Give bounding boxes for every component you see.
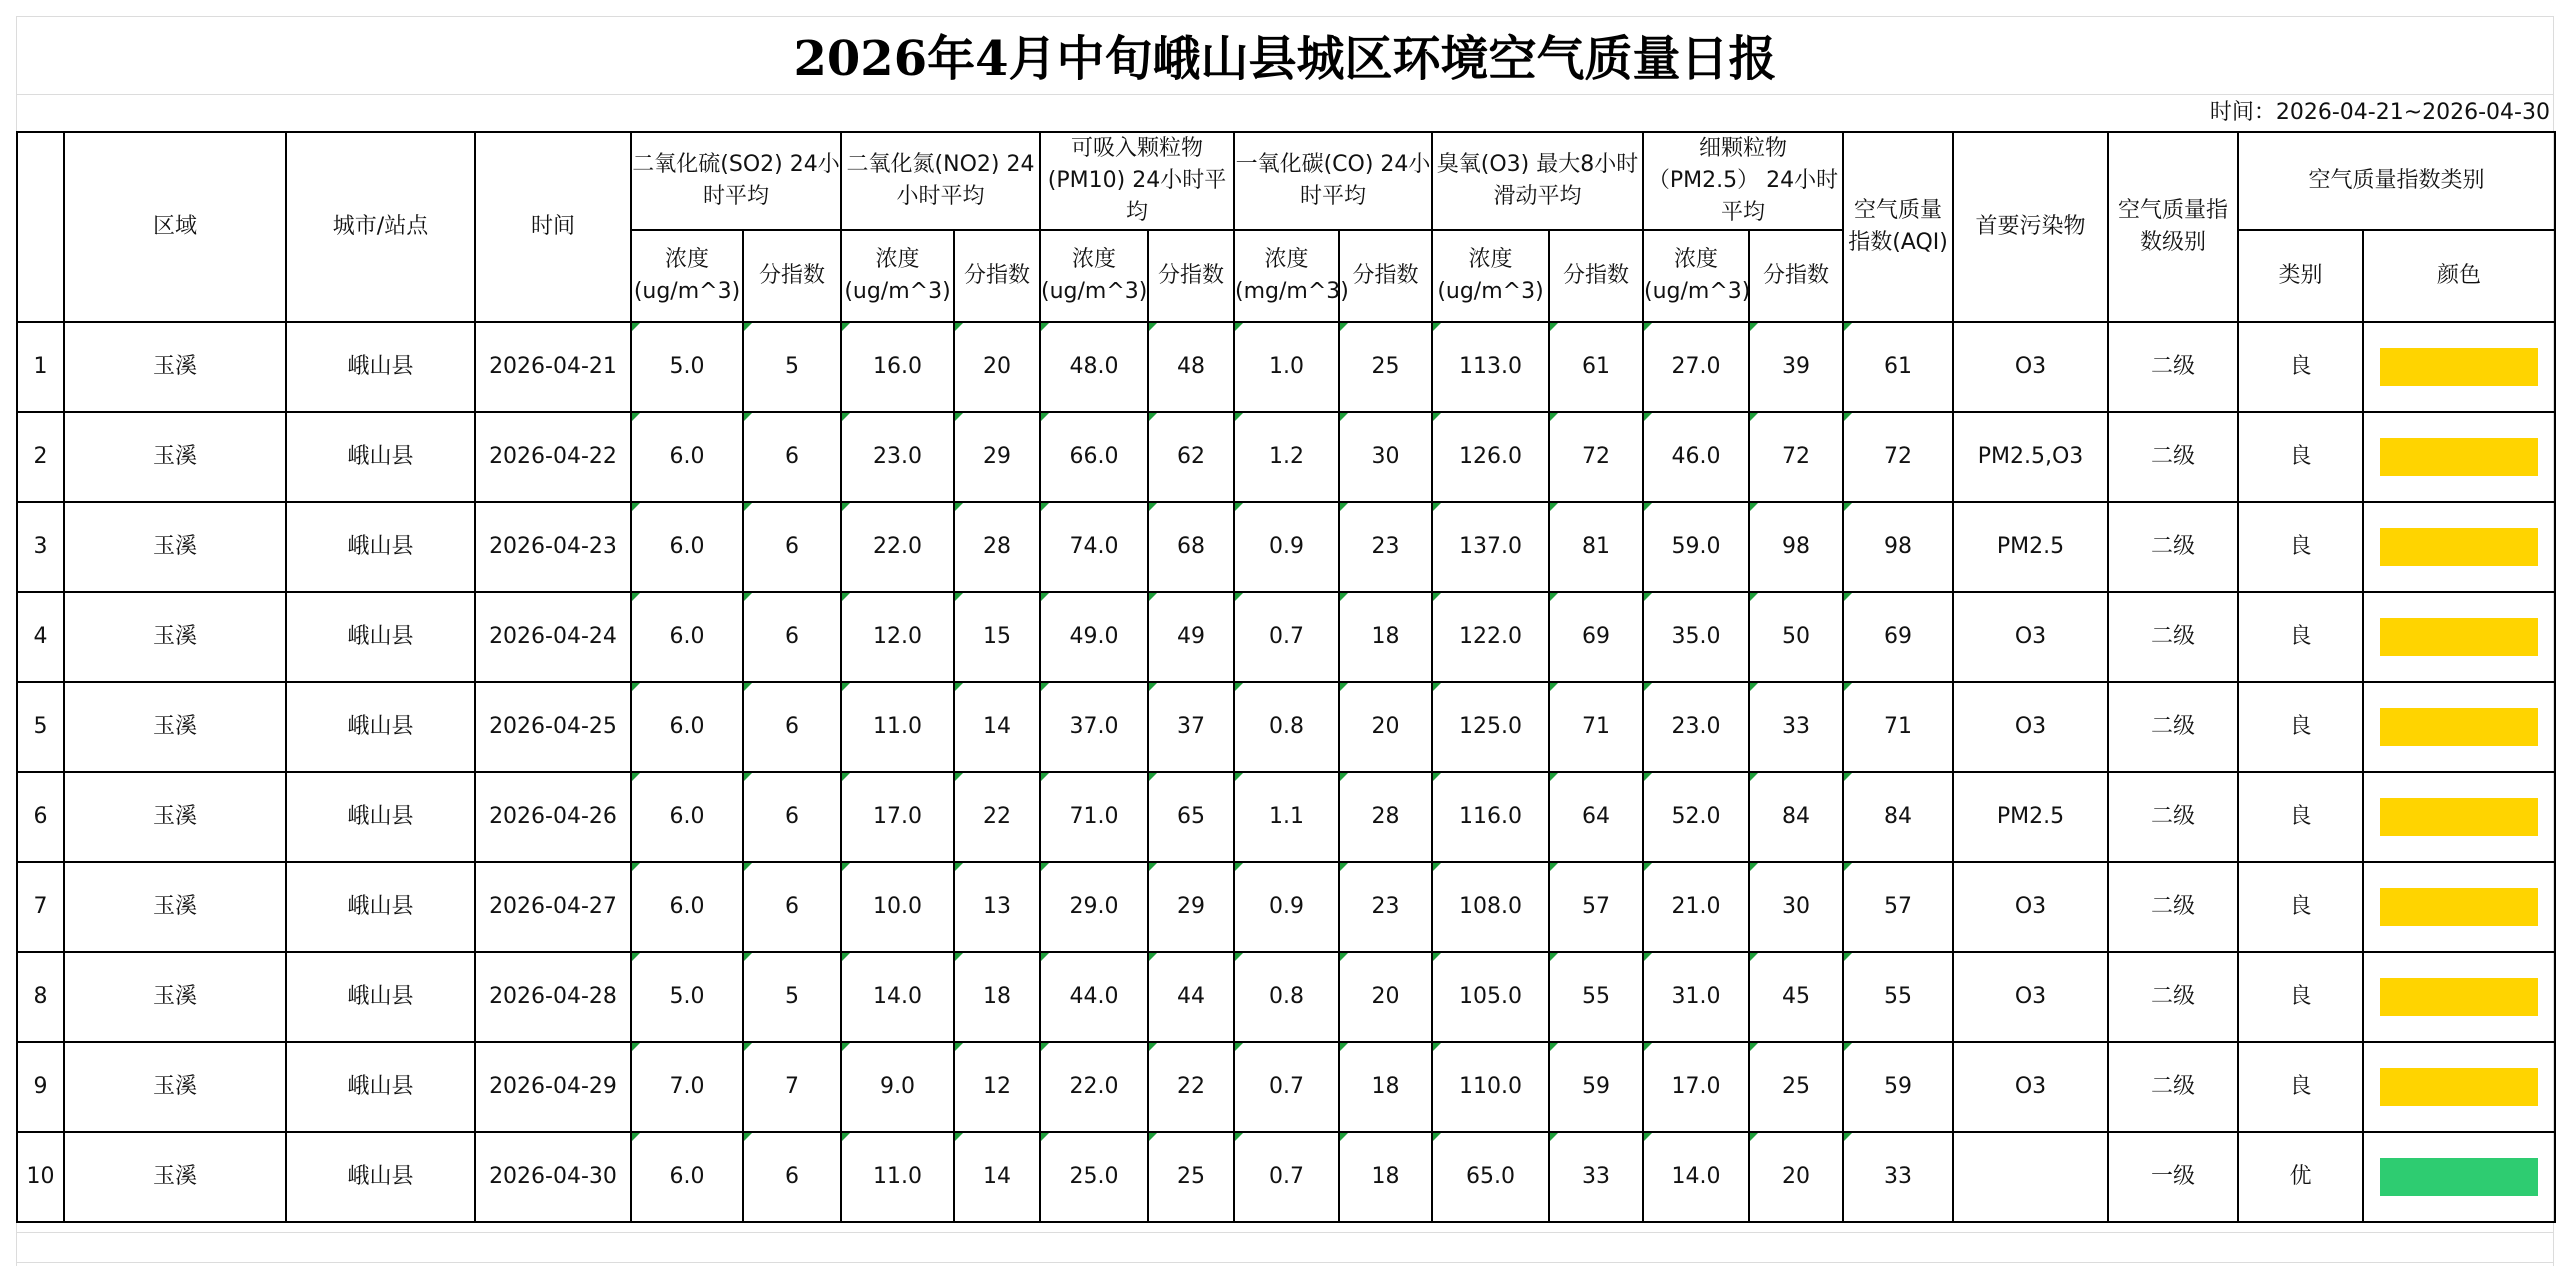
cell-o3-subindex[interactable]: 72 [1549,412,1643,502]
aqi-color-swatch [2380,348,2538,386]
cell-aqi-level[interactable]: 二级 [2108,412,2238,502]
cell-region[interactable]: 玉溪 [64,412,286,502]
header-aqi-level: 空气质量指数级别 [2108,132,2238,322]
cell-pm25-conc[interactable]: 52.0 [1643,772,1749,862]
cell-category[interactable]: 优 [2238,1132,2363,1222]
row-index[interactable]: 5 [17,682,64,772]
cell-no2-subindex[interactable]: 22 [954,772,1040,862]
cell-pm10-conc[interactable]: 37.0 [1040,682,1148,772]
cell-date[interactable]: 2026-04-25 [475,682,631,772]
cell-pm25-conc[interactable]: 14.0 [1643,1132,1749,1222]
header-index [17,132,64,322]
cell-o3-subindex[interactable]: 55 [1549,952,1643,1042]
sheet-gridline [16,1262,2554,1263]
cell-category[interactable]: 良 [2238,952,2363,1042]
aqi-color-swatch [2380,1158,2538,1196]
cell-so2-subindex[interactable]: 6 [743,592,841,682]
cell-co-subindex[interactable]: 18 [1339,592,1432,682]
cell-pm10-subindex[interactable]: 68 [1148,502,1234,592]
cell-category[interactable]: 良 [2238,682,2363,772]
cell-co-subindex[interactable]: 30 [1339,412,1432,502]
cell-pm10-subindex[interactable]: 37 [1148,682,1234,772]
cell-aqi-level[interactable]: 二级 [2108,862,2238,952]
header-subindex-co: 分指数 [1339,230,1432,322]
cell-so2-conc[interactable]: 6.0 [631,772,743,862]
cell-aqi-level[interactable]: 二级 [2108,772,2238,862]
aqi-color-swatch [2380,888,2538,926]
cell-so2-subindex[interactable]: 7 [743,1042,841,1132]
table-body [17,322,2555,1222]
cell-pm25-conc[interactable]: 17.0 [1643,1042,1749,1132]
cell-color[interactable] [2363,862,2555,952]
header-conc-pm10: 浓度(ug/m^3) [1040,230,1148,322]
cell-station[interactable]: 峨山县 [286,682,475,772]
table-row [17,862,2555,952]
cell-primary-pollutant[interactable]: PM2.5,O3 [1953,412,2108,502]
cell-region[interactable]: 玉溪 [64,952,286,1042]
table-row [17,1132,2555,1222]
header-aqi-category-group: 空气质量指数类别 [2238,132,2555,230]
table-row [17,412,2555,502]
cell-date[interactable]: 2026-04-24 [475,592,631,682]
cell-pm10-conc[interactable]: 74.0 [1040,502,1148,592]
cell-aqi[interactable]: 71 [1843,682,1953,772]
header-category: 类别 [2238,230,2363,322]
cell-so2-conc[interactable]: 6.0 [631,592,743,682]
cell-so2-conc[interactable]: 5.0 [631,952,743,1042]
header-aqi: 空气质量指数(AQI) [1843,132,1953,322]
cell-no2-subindex[interactable]: 13 [954,862,1040,952]
cell-pm10-subindex[interactable]: 29 [1148,862,1234,952]
cell-date[interactable]: 2026-04-23 [475,502,631,592]
cell-no2-subindex[interactable]: 28 [954,502,1040,592]
cell-o3-subindex[interactable]: 59 [1549,1042,1643,1132]
row-index[interactable]: 9 [17,1042,64,1132]
cell-no2-conc[interactable]: 11.0 [841,1132,954,1222]
cell-no2-subindex[interactable]: 12 [954,1042,1040,1132]
cell-aqi-level[interactable]: 二级 [2108,1042,2238,1132]
table-row [17,502,2555,592]
cell-color[interactable] [2363,502,2555,592]
cell-pm25-subindex[interactable]: 98 [1749,502,1843,592]
cell-color[interactable] [2363,1042,2555,1132]
cell-region[interactable]: 玉溪 [64,592,286,682]
cell-pm25-subindex[interactable]: 39 [1749,322,1843,412]
cell-region[interactable]: 玉溪 [64,862,286,952]
cell-so2-subindex[interactable]: 6 [743,772,841,862]
cell-aqi[interactable]: 57 [1843,862,1953,952]
aqi-color-swatch [2380,1068,2538,1106]
cell-pm10-conc[interactable]: 22.0 [1040,1042,1148,1132]
cell-pm10-subindex[interactable]: 62 [1148,412,1234,502]
cell-so2-conc[interactable]: 6.0 [631,502,743,592]
cell-aqi-level[interactable]: 二级 [2108,502,2238,592]
header-conc-so2: 浓度(ug/m^3) [631,230,743,322]
cell-o3-conc[interactable]: 122.0 [1432,592,1549,682]
cell-o3-subindex[interactable]: 81 [1549,502,1643,592]
cell-o3-conc[interactable]: 137.0 [1432,502,1549,592]
cell-pm25-subindex[interactable]: 84 [1749,772,1843,862]
header-pm25: 细颗粒物（PM2.5） 24小时平均 [1643,132,1843,230]
cell-co-conc[interactable]: 0.7 [1234,1132,1339,1222]
cell-station[interactable]: 峨山县 [286,322,475,412]
sheet-gridline [16,1232,2554,1233]
cell-region[interactable]: 玉溪 [64,1042,286,1132]
cell-color[interactable] [2363,952,2555,1042]
cell-region[interactable]: 玉溪 [64,682,286,772]
cell-no2-conc[interactable]: 11.0 [841,682,954,772]
cell-co-subindex[interactable]: 28 [1339,772,1432,862]
cell-pm10-subindex[interactable]: 44 [1148,952,1234,1042]
cell-co-conc[interactable]: 0.9 [1234,502,1339,592]
cell-aqi-level[interactable]: 二级 [2108,952,2238,1042]
header-co: 一氧化碳(CO) 24小时平均 [1234,132,1432,230]
cell-co-subindex[interactable]: 20 [1339,952,1432,1042]
table-row [17,322,2555,412]
cell-pm10-subindex[interactable]: 25 [1148,1132,1234,1222]
cell-no2-subindex[interactable]: 15 [954,592,1040,682]
cell-category[interactable]: 良 [2238,1042,2363,1132]
cell-station[interactable]: 峨山县 [286,1042,475,1132]
cell-pm10-subindex[interactable]: 48 [1148,322,1234,412]
cell-o3-conc[interactable]: 110.0 [1432,1042,1549,1132]
cell-so2-conc[interactable]: 6.0 [631,682,743,772]
cell-co-conc[interactable]: 1.0 [1234,322,1339,412]
cell-so2-subindex[interactable]: 5 [743,322,841,412]
cell-co-conc[interactable]: 0.8 [1234,682,1339,772]
cell-no2-conc[interactable]: 14.0 [841,952,954,1042]
cell-so2-conc[interactable]: 6.0 [631,412,743,502]
cell-co-conc[interactable]: 0.7 [1234,592,1339,682]
aqi-color-swatch [2380,528,2538,566]
cell-co-subindex[interactable]: 18 [1339,1132,1432,1222]
air-quality-table [16,131,2556,1223]
cell-pm10-subindex[interactable]: 65 [1148,772,1234,862]
cell-primary-pollutant[interactable]: O3 [1953,862,2108,952]
cell-category[interactable]: 良 [2238,862,2363,952]
cell-primary-pollutant[interactable]: O3 [1953,682,2108,772]
cell-so2-conc[interactable]: 6.0 [631,1132,743,1222]
cell-aqi-level[interactable]: 二级 [2108,322,2238,412]
row-index[interactable]: 1 [17,322,64,412]
cell-so2-conc[interactable]: 6.0 [631,862,743,952]
cell-region[interactable]: 玉溪 [64,322,286,412]
cell-pm10-subindex[interactable]: 22 [1148,1042,1234,1132]
cell-aqi[interactable]: 98 [1843,502,1953,592]
cell-pm10-conc[interactable]: 29.0 [1040,862,1148,952]
cell-so2-conc[interactable]: 5.0 [631,322,743,412]
cell-aqi-level[interactable]: 二级 [2108,592,2238,682]
cell-no2-subindex[interactable]: 20 [954,322,1040,412]
cell-o3-subindex[interactable]: 57 [1549,862,1643,952]
cell-pm10-conc[interactable]: 48.0 [1040,322,1148,412]
header-time: 时间 [475,132,631,322]
cell-aqi[interactable]: 59 [1843,1042,1953,1132]
cell-no2-subindex[interactable]: 29 [954,412,1040,502]
cell-o3-subindex[interactable]: 61 [1549,322,1643,412]
cell-no2-conc[interactable]: 22.0 [841,502,954,592]
table-row [17,952,2555,1042]
cell-so2-conc[interactable]: 7.0 [631,1042,743,1132]
cell-no2-conc[interactable]: 17.0 [841,772,954,862]
cell-aqi[interactable]: 55 [1843,952,1953,1042]
table-row [17,592,2555,682]
cell-pm25-conc[interactable]: 31.0 [1643,952,1749,1042]
cell-so2-subindex[interactable]: 6 [743,502,841,592]
cell-co-subindex[interactable]: 23 [1339,502,1432,592]
cell-pm10-conc[interactable]: 44.0 [1040,952,1148,1042]
cell-o3-conc[interactable]: 126.0 [1432,412,1549,502]
aqi-color-swatch [2380,708,2538,746]
cell-date[interactable]: 2026-04-30 [475,1132,631,1222]
cell-so2-subindex[interactable]: 6 [743,412,841,502]
report-period: 时间：2026-04-21~2026-04-30 [2209,100,2550,125]
aqi-color-swatch [2380,438,2538,476]
cell-aqi[interactable]: 69 [1843,592,1953,682]
cell-primary-pollutant[interactable]: O3 [1953,952,2108,1042]
cell-primary-pollutant[interactable] [1953,1132,2108,1222]
cell-aqi-level[interactable]: 一级 [2108,1132,2238,1222]
cell-o3-conc[interactable]: 125.0 [1432,682,1549,772]
table-row [17,772,2555,862]
cell-pm10-conc[interactable]: 66.0 [1040,412,1148,502]
cell-pm25-subindex[interactable]: 72 [1749,412,1843,502]
aqi-color-swatch [2380,618,2538,656]
cell-pm25-subindex[interactable]: 30 [1749,862,1843,952]
cell-co-conc[interactable]: 0.9 [1234,862,1339,952]
cell-o3-subindex[interactable]: 69 [1549,592,1643,682]
header-station: 城市/站点 [286,132,475,322]
cell-station[interactable]: 峨山县 [286,502,475,592]
row-index[interactable]: 6 [17,772,64,862]
cell-color[interactable] [2363,682,2555,772]
cell-o3-conc[interactable]: 105.0 [1432,952,1549,1042]
row-index[interactable]: 8 [17,952,64,1042]
cell-aqi[interactable]: 72 [1843,412,1953,502]
cell-color[interactable] [2363,1132,2555,1222]
cell-primary-pollutant[interactable]: O3 [1953,592,2108,682]
cell-date[interactable]: 2026-04-28 [475,952,631,1042]
cell-pm25-conc[interactable]: 46.0 [1643,412,1749,502]
header-subindex-pm25: 分指数 [1749,230,1843,322]
cell-pm10-conc[interactable]: 49.0 [1040,592,1148,682]
row-index[interactable]: 10 [17,1132,64,1222]
cell-color[interactable] [2363,412,2555,502]
cell-so2-subindex[interactable]: 6 [743,1132,841,1222]
cell-co-conc[interactable]: 1.2 [1234,412,1339,502]
table-row [17,682,2555,772]
aqi-color-swatch [2380,798,2538,836]
cell-so2-subindex[interactable]: 5 [743,952,841,1042]
cell-no2-conc[interactable]: 10.0 [841,862,954,952]
cell-date[interactable]: 2026-04-26 [475,772,631,862]
header-so2: 二氧化硫(SO2) 24小时平均 [631,132,841,230]
cell-region[interactable]: 玉溪 [64,502,286,592]
cell-pm10-conc[interactable]: 25.0 [1040,1132,1148,1222]
cell-primary-pollutant[interactable]: PM2.5 [1953,772,2108,862]
header-subindex-so2: 分指数 [743,230,841,322]
cell-aqi[interactable]: 61 [1843,322,1953,412]
header-conc-pm25: 浓度(ug/m^3) [1643,230,1749,322]
cell-pm25-subindex[interactable]: 50 [1749,592,1843,682]
cell-no2-subindex[interactable]: 14 [954,682,1040,772]
row-index[interactable]: 4 [17,592,64,682]
cell-category[interactable]: 良 [2238,412,2363,502]
cell-co-subindex[interactable]: 18 [1339,1042,1432,1132]
header-primary-pollutant: 首要污染物 [1953,132,2108,322]
header-o3: 臭氧(O3) 最大8小时滑动平均 [1432,132,1643,230]
cell-no2-conc[interactable]: 12.0 [841,592,954,682]
cell-o3-conc[interactable]: 116.0 [1432,772,1549,862]
cell-aqi[interactable]: 84 [1843,772,1953,862]
cell-station[interactable]: 峨山县 [286,592,475,682]
cell-no2-subindex[interactable]: 14 [954,1132,1040,1222]
aqi-color-swatch [2380,978,2538,1016]
sheet-gridline [16,94,2554,95]
header-conc-no2: 浓度(ug/m^3) [841,230,954,322]
cell-date[interactable]: 2026-04-22 [475,412,631,502]
cell-category[interactable]: 良 [2238,502,2363,592]
cell-date[interactable]: 2026-04-21 [475,322,631,412]
cell-pm25-conc[interactable]: 21.0 [1643,862,1749,952]
cell-pm25-conc[interactable]: 23.0 [1643,682,1749,772]
row-index[interactable]: 7 [17,862,64,952]
cell-no2-conc[interactable]: 16.0 [841,322,954,412]
header-region: 区域 [64,132,286,322]
cell-pm10-subindex[interactable]: 49 [1148,592,1234,682]
cell-o3-subindex[interactable]: 33 [1549,1132,1643,1222]
cell-station[interactable]: 峨山县 [286,412,475,502]
cell-o3-conc[interactable]: 113.0 [1432,322,1549,412]
cell-category[interactable]: 良 [2238,322,2363,412]
header-no2: 二氧化氮(NO2) 24小时平均 [841,132,1040,230]
header-subindex-o3: 分指数 [1549,230,1643,322]
cell-no2-subindex[interactable]: 18 [954,952,1040,1042]
cell-station[interactable]: 峨山县 [286,862,475,952]
cell-o3-conc[interactable]: 65.0 [1432,1132,1549,1222]
cell-pm25-subindex[interactable]: 25 [1749,1042,1843,1132]
cell-station[interactable]: 峨山县 [286,952,475,1042]
cell-pm25-subindex[interactable]: 45 [1749,952,1843,1042]
header-pm10: 可吸入颗粒物(PM10) 24小时平均 [1040,132,1234,230]
row-index[interactable]: 2 [17,412,64,502]
cell-co-subindex[interactable]: 20 [1339,682,1432,772]
cell-co-conc[interactable]: 0.8 [1234,952,1339,1042]
cell-station[interactable]: 峨山县 [286,1132,475,1222]
cell-o3-subindex[interactable]: 64 [1549,772,1643,862]
header-subindex-pm10: 分指数 [1148,230,1234,322]
cell-region[interactable]: 玉溪 [64,772,286,862]
cell-pm25-conc[interactable]: 27.0 [1643,322,1749,412]
header-conc-o3: 浓度(ug/m^3) [1432,230,1549,322]
cell-pm25-conc[interactable]: 59.0 [1643,502,1749,592]
cell-color[interactable] [2363,322,2555,412]
row-index[interactable]: 3 [17,502,64,592]
cell-station[interactable]: 峨山县 [286,772,475,862]
cell-date[interactable]: 2026-04-27 [475,862,631,952]
cell-co-conc[interactable]: 1.1 [1234,772,1339,862]
table-row [17,1042,2555,1132]
cell-no2-conc[interactable]: 9.0 [841,1042,954,1132]
cell-category[interactable]: 良 [2238,592,2363,682]
cell-primary-pollutant[interactable]: PM2.5 [1953,502,2108,592]
cell-pm25-conc[interactable]: 35.0 [1643,592,1749,682]
cell-no2-conc[interactable]: 23.0 [841,412,954,502]
cell-o3-conc[interactable]: 108.0 [1432,862,1549,952]
cell-color[interactable] [2363,592,2555,682]
cell-region[interactable]: 玉溪 [64,1132,286,1222]
cell-pm25-subindex[interactable]: 33 [1749,682,1843,772]
cell-pm25-subindex[interactable]: 20 [1749,1132,1843,1222]
header-subindex-no2: 分指数 [954,230,1040,322]
cell-so2-subindex[interactable]: 6 [743,862,841,952]
cell-aqi-level[interactable]: 二级 [2108,682,2238,772]
cell-co-subindex[interactable]: 25 [1339,322,1432,412]
cell-date[interactable]: 2026-04-29 [475,1042,631,1132]
header-conc-co: 浓度(mg/m^3) [1234,230,1339,322]
cell-category[interactable]: 良 [2238,772,2363,862]
cell-primary-pollutant[interactable]: O3 [1953,322,2108,412]
cell-co-subindex[interactable]: 23 [1339,862,1432,952]
cell-pm10-conc[interactable]: 71.0 [1040,772,1148,862]
cell-color[interactable] [2363,772,2555,862]
cell-primary-pollutant[interactable]: O3 [1953,1042,2108,1132]
cell-co-conc[interactable]: 0.7 [1234,1042,1339,1132]
cell-aqi[interactable]: 33 [1843,1132,1953,1222]
cell-o3-subindex[interactable]: 71 [1549,682,1643,772]
report-title: 2026年4月中旬峨山县城区环境空气质量日报 [793,30,1777,87]
header-color: 颜色 [2363,230,2555,322]
cell-so2-subindex[interactable]: 6 [743,682,841,772]
